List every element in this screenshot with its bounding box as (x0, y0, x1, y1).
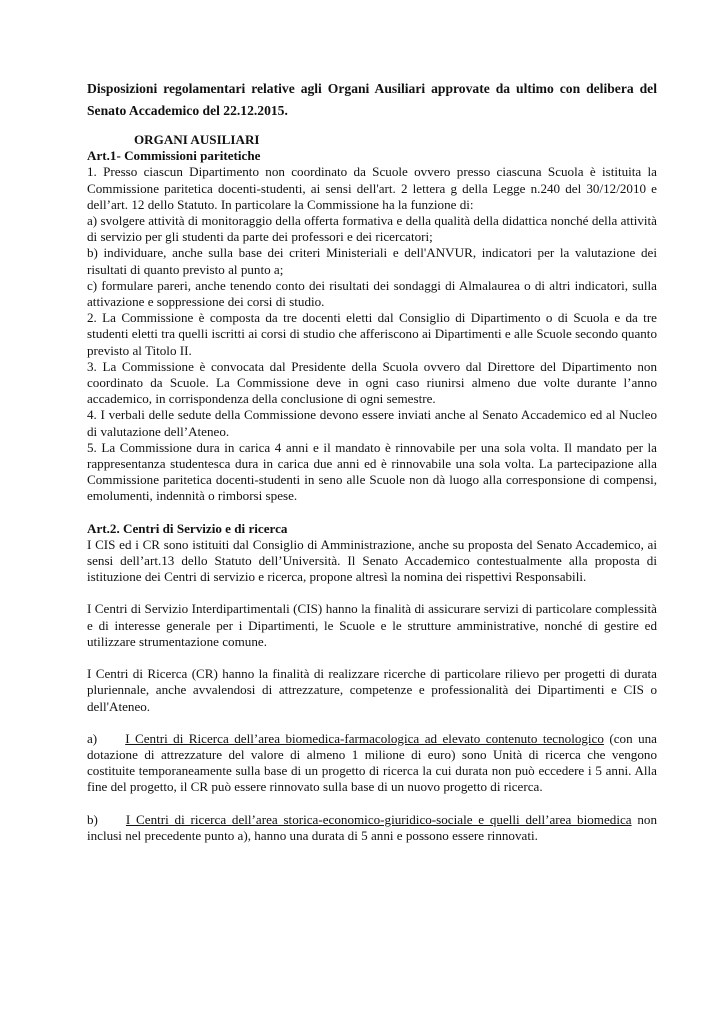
list-item-text: non inclusi nel precedente punto a), hanno una durata di 5 anni e possono essere rinnovati. (87, 811, 657, 843)
art2-paragraph: I Centri di Ricerca (CR) hanno la finalità di realizzare ricerche di particolare rilievo per progetti di durata pluriennale, anche avvalendosi di attrezzature, competenze e professionalità dei Dipartimenti e CIS o dell'Ateneo. (87, 666, 657, 714)
art2-heading: Art.2. Centri di Servizio e di ricerca (87, 520, 288, 536)
list-marker: b) (87, 811, 98, 827)
document-page (87, 78, 657, 844)
spacer (87, 505, 657, 521)
art1-paragraph: 3. La Commissione è convocata dal Presidente della Scuola ovvero dal Direttore del Dipartimento non coordinato da Scuole. La Commissione deve in ogni caso riunirsi almeno due volte durante l’anno accademico, in corrispondenza della conclusione di ogni semestre. (87, 358, 657, 407)
list-item-text: (con una dotazione di attrezzature del valore di almeno 1 milione di euro) sono Unità di ricerca che vengono costituite temporaneamente sulla base di un progetto di ricerca la cui durata non può eccedere i 5 anni. Alla fine del progetto, il CR può essere rinnovato sulla base di un nuovo progetto di ricerca. (87, 730, 657, 795)
spacer (87, 715, 657, 731)
art1-paragraph: b) individuare, anche sulla base dei criteri Ministeriali e dell'ANVUR, indicatori per la valutazione dei risultati di quanto previsto al punto a; (87, 245, 657, 277)
list-item-underlined-text: I Centri di Ricerca dell’area biomedica-farmacologica ad elevato contenuto tecnologico (125, 730, 604, 746)
spacer (87, 650, 657, 666)
list-marker: a) (87, 730, 98, 746)
document-title: Disposizioni regolamentari relative agli Organi Ausiliari approvate da ultimo con delibera del Senato Accademico del 22.12.2015. (87, 81, 657, 118)
art1-paragraph: a) svolgere attività di monitoraggio della offerta formativa e della qualità della didattica nonché della attività di servizio per gli studenti da parte dei professori e dei ricercatori; (87, 213, 657, 245)
art2-list-item-b (87, 812, 657, 844)
art1-paragraph: 5. La Commissione dura in carica 4 anni e il mandato è rinnovabile per una sola volta. Il mandato per la rappresentanza studentesca dura in carica due anni ed è rinnovabile una sola volta. La partecipazione alla Commissione paritetica docenti-studenti in seno alle Scuole non dà luogo alla corresponsione di compensi, emolumenti, indennità o rimborsi spese. (87, 439, 657, 504)
list-item-underlined-text: I Centri di ricerca dell’area storica-economico-giuridico-sociale e quelli dell’area biomedica (125, 811, 632, 827)
art2-paragraph: I CIS ed i CR sono istituiti dal Consiglio di Amministrazione, anche su proposta del Senato Accademico, ai sensi dell’art.13 dello Statuto dell’Università. Il Senato Accademico contestualmente alla proposta di istituzione dei Centri di servizio e ricerca, propone altresì la nomina dei rispettivi Responsabili. (87, 536, 657, 585)
spacer (87, 585, 657, 601)
art1-paragraph: 2. La Commissione è composta da tre docenti eletti dal Consiglio di Dipartimento o di Scuola e da tre studenti eletti tra quelli iscritti ai corsi di studio che afferiscono ai Dipartimenti e alle Scuole secondo quanto previsto al Titolo II. (87, 310, 657, 358)
art2-list-item-a (87, 731, 657, 796)
art1-heading: Art.1- Commissioni paritetiche (87, 148, 261, 164)
spacer (87, 796, 657, 812)
art1-paragraph: 1. Presso ciascun Dipartimento non coordinato da Scuole ovvero presso ciascuna Scuola è istituita la Commissione paritetica docenti-studenti, ai sensi dell'art. 2 lettera g della Legge n.240 del 30/12/2010 e dell’art. 12 dello Statuto. In particolare la Commissione ha la funzione di: (87, 164, 657, 212)
art1-paragraph: 4. I verbali delle sedute della Commissione devono essere inviati anche al Senato Accademico ed al Nucleo di valutazione dell’Ateneo. (87, 407, 657, 439)
art2-paragraph: I Centri di Servizio Interdipartimentali (CIS) hanno la finalità di assicurare servizi di particolare complessità e di interesse generale per i Dipartimenti, le Scuole e le strutture amministrative, nonché di gestire ed utilizzare strumentazione comune. (87, 601, 657, 649)
organi-heading: ORGANI AUSILIARI (134, 132, 260, 147)
art1-paragraph: c) formulare pareri, anche tenendo conto dei risultati dei sondaggi di Almalaurea o di altri indicatori, sulla attivazione e soppressione dei corsi di studio. (87, 277, 657, 310)
